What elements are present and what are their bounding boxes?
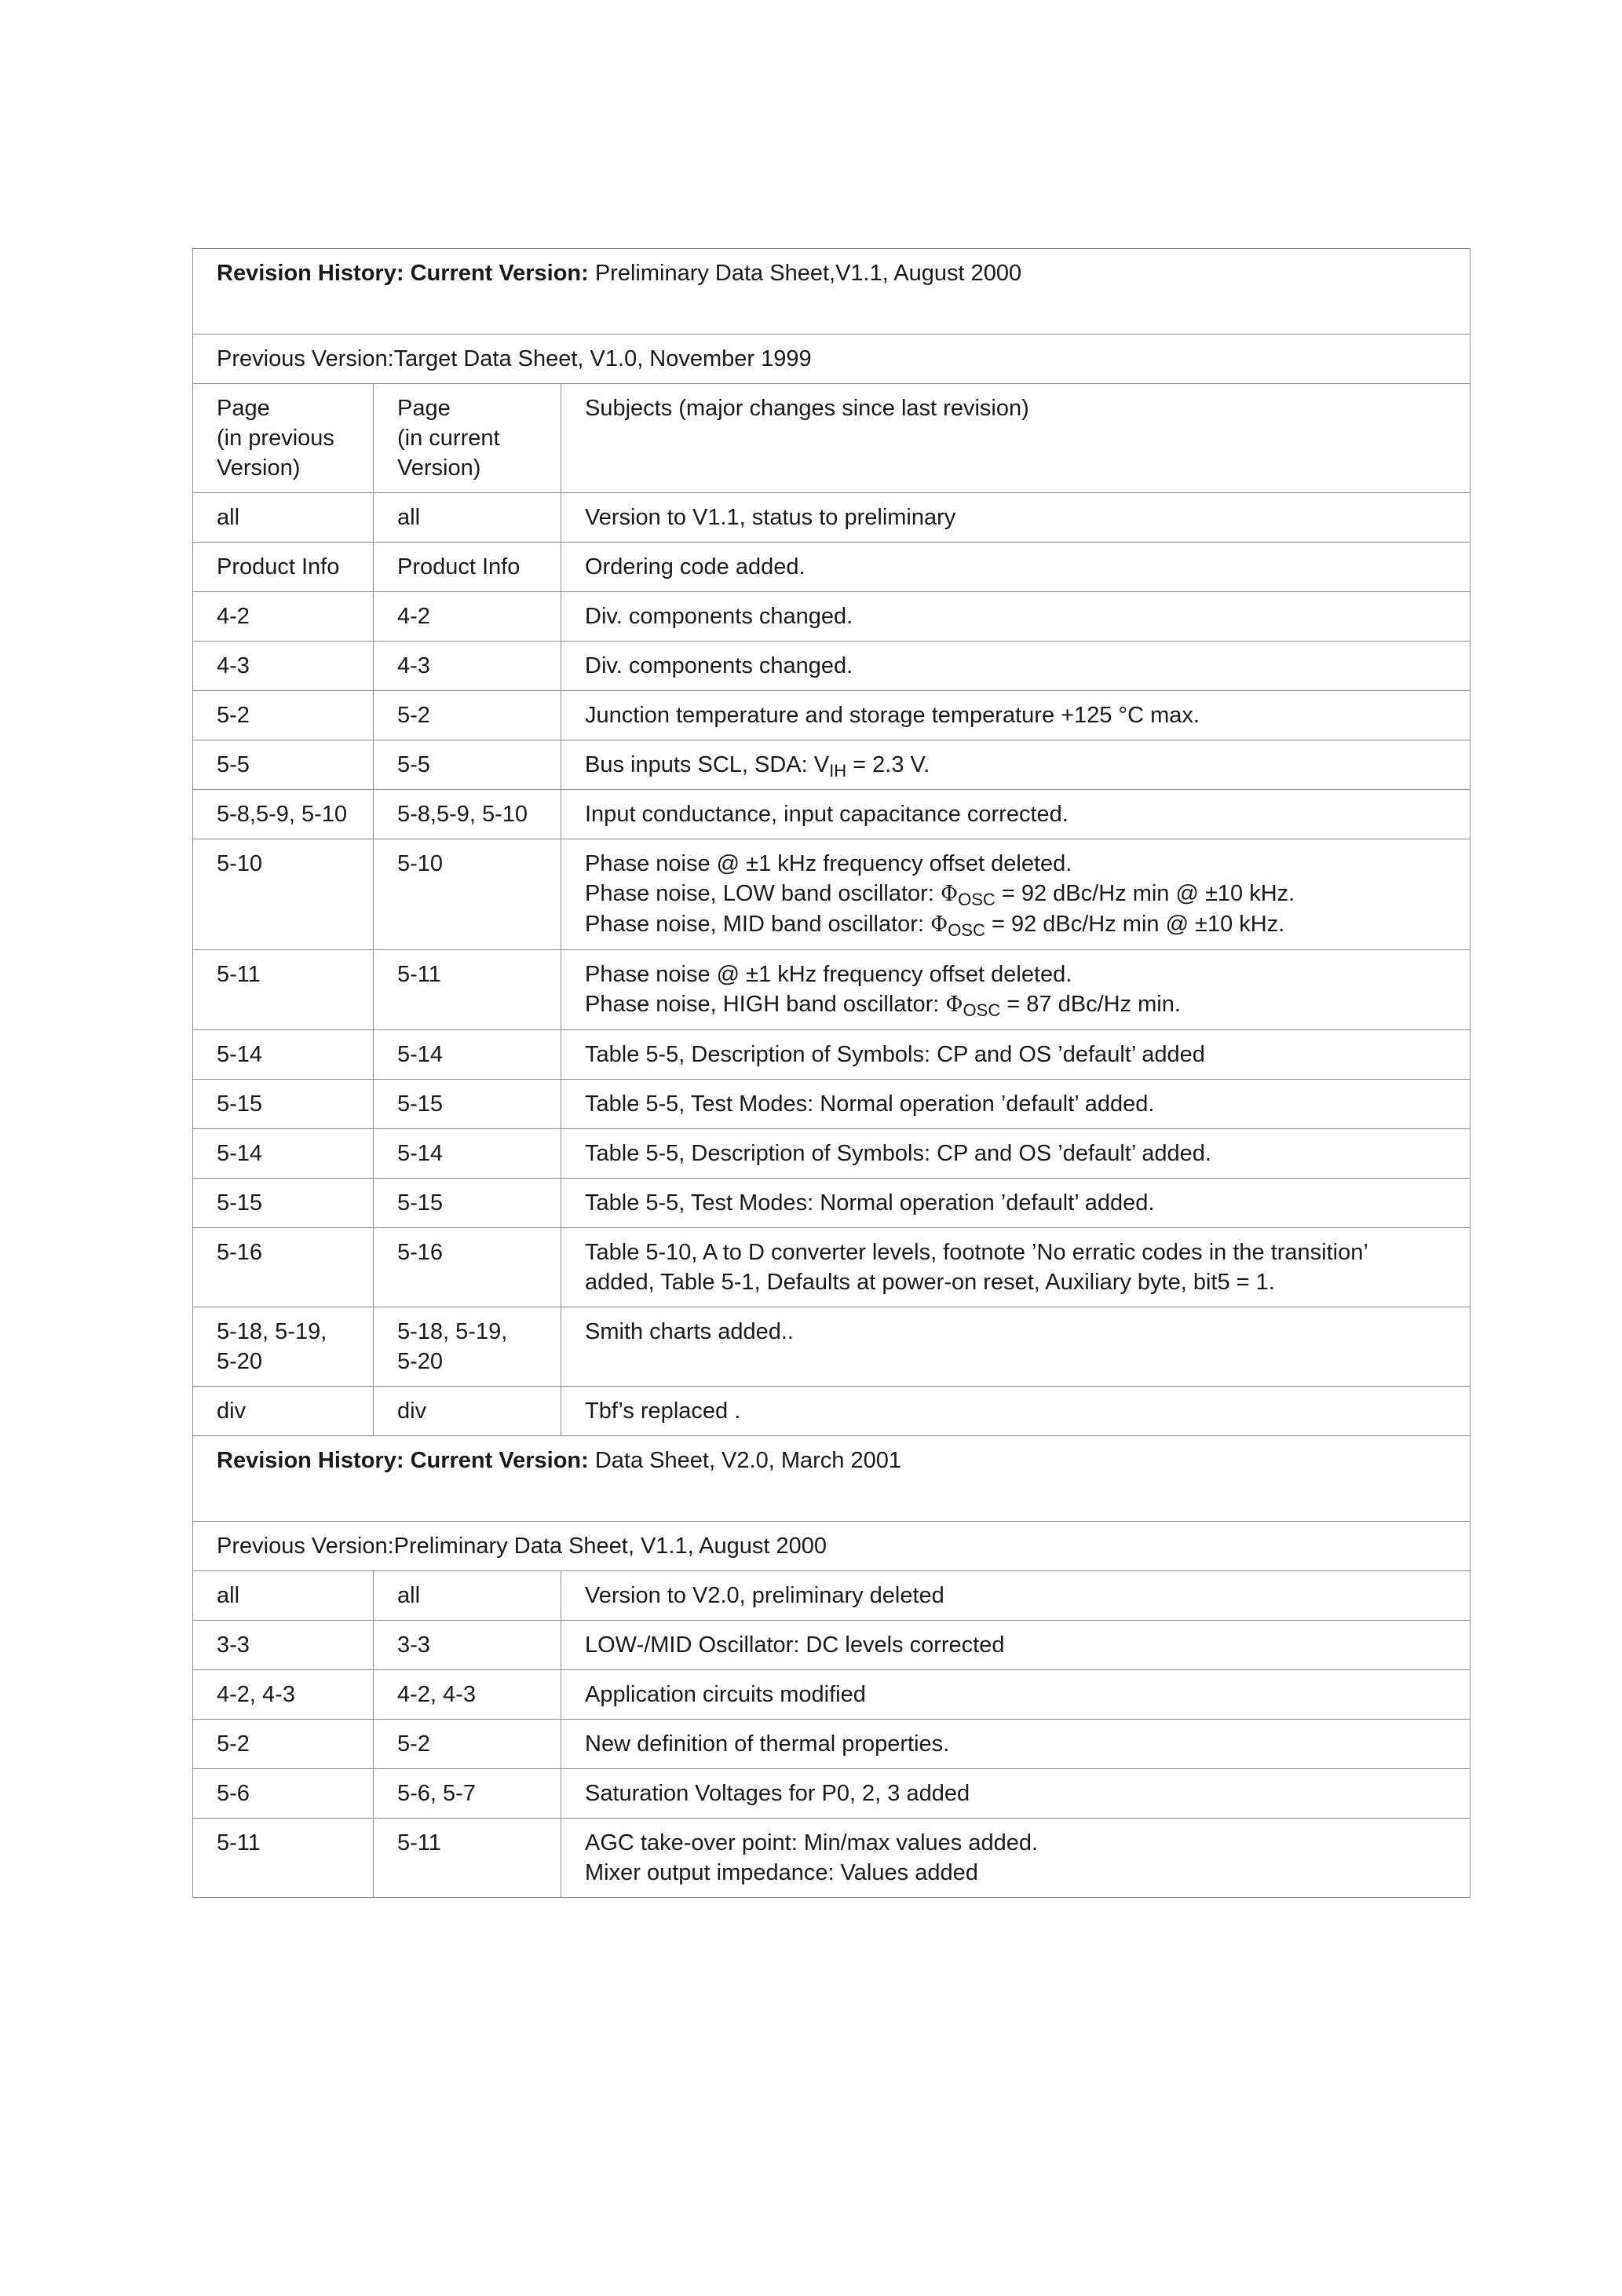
page-previous-cell: [193, 1307, 374, 1387]
page-previous-cell: 5-2: [193, 1720, 374, 1769]
page-current-cell: 5-2: [374, 691, 561, 740]
text-part: = 2.3 V.: [846, 752, 930, 777]
subscript: IH: [829, 761, 847, 781]
subject-cell: [561, 790, 1470, 839]
page-current-cell: 5-2: [374, 1720, 561, 1769]
cell-line: Version to V2.0, preliminary deleted: [585, 1583, 944, 1608]
page-current-cell: all: [374, 493, 561, 543]
cell-line: Input conductance, input capacitance corrected.: [585, 802, 1069, 827]
page-current-cell: 5-11: [374, 950, 561, 1030]
subject-cell: [561, 592, 1470, 642]
revision-title-cell: [193, 249, 1470, 335]
cell-line: added, Table 5-1, Defaults at power-on reset, Auxiliary byte, bit5 = 1.: [585, 1270, 1275, 1295]
revision-row: [193, 1670, 1470, 1720]
subject-cell: [561, 1819, 1470, 1898]
revision-history-label: Revision History:: [217, 1448, 404, 1473]
revision-row: [193, 1179, 1470, 1228]
revision-row: [193, 642, 1470, 691]
subject-cell: [561, 1769, 1470, 1819]
text-part: Phase noise, HIGH band oscillator:: [585, 992, 946, 1017]
cell-line: LOW-/MID Oscillator: DC levels corrected: [585, 1632, 1005, 1658]
cell-line: Phase noise @ ±1 kHz frequency offset deleted.: [585, 851, 1072, 876]
subject-cell: [561, 1720, 1470, 1769]
page-current-cell: all: [374, 1571, 561, 1621]
revision-row: [193, 839, 1470, 950]
revision-row: [193, 1720, 1470, 1769]
revision-row: [193, 1571, 1470, 1621]
cell-line: [585, 879, 1456, 909]
phi-symbol: Φ: [940, 882, 959, 906]
revision-section-header: [193, 1436, 1470, 1522]
page-previous-cell: 4-2, 4-3: [193, 1670, 374, 1720]
cell-line: Version to V1.1, status to preliminary: [585, 505, 956, 530]
cell-line: (in previous: [217, 426, 334, 451]
page-previous-cell: div: [193, 1387, 374, 1436]
cell-line: Junction temperature and storage temperature +125 °C max.: [585, 703, 1200, 728]
page-previous-cell: 4-2: [193, 592, 374, 642]
revision-history-label: Revision History:: [217, 261, 404, 286]
page-previous-cell: 5-15: [193, 1080, 374, 1129]
page-current-cell: 5-5: [374, 740, 561, 790]
page-current-cell: Product Info: [374, 543, 561, 592]
page-current-cell: 5-8,5-9, 5-10: [374, 790, 561, 839]
page-previous-cell: all: [193, 493, 374, 543]
subject-cell: [561, 1670, 1470, 1720]
revision-history-table: [192, 248, 1470, 1898]
page-current-cell: 4-3: [374, 642, 561, 691]
subscript: OSC: [958, 890, 995, 909]
subject-cell: [561, 1080, 1470, 1129]
subject-cell: [561, 1228, 1470, 1307]
revision-row: [193, 493, 1470, 543]
phi-symbol: Φ: [930, 912, 948, 937]
page-current-cell: 5-6, 5-7: [374, 1769, 561, 1819]
current-version-label: Current Version:: [410, 261, 589, 286]
page-current-cell: 5-15: [374, 1080, 561, 1129]
previous-version-row: [193, 335, 1470, 384]
page-current-cell: div: [374, 1387, 561, 1436]
cell-line: Table 5-5, Test Modes: Normal operation ’default’ added.: [585, 1091, 1155, 1117]
page-current-cell: 5-15: [374, 1179, 561, 1228]
column-header-current-page: [374, 384, 561, 493]
cell-line: Page: [217, 396, 270, 421]
cell-line: Version): [397, 455, 481, 481]
cell-line: Div. components changed.: [585, 604, 853, 629]
page-previous-cell: 5-8,5-9, 5-10: [193, 790, 374, 839]
subscript: OSC: [948, 920, 985, 940]
cell-line: Table 5-5, Test Modes: Normal operation ’default’ added.: [585, 1190, 1155, 1216]
revision-history-body: [193, 249, 1470, 1898]
cell-line: 5-18, 5-19,: [397, 1319, 508, 1344]
text-part: Phase noise, MID band oscillator:: [585, 912, 931, 937]
cell-line: 5-18, 5-19,: [217, 1319, 327, 1344]
revision-row: [193, 1030, 1470, 1080]
subject-cell: [561, 1030, 1470, 1080]
cell-line: Smith charts added..: [585, 1319, 794, 1344]
subject-cell: [561, 1129, 1470, 1179]
page-current-cell: 5-14: [374, 1030, 561, 1080]
text-part: = 92 dBc/Hz min @ ±10 kHz.: [995, 881, 1295, 906]
revision-row: [193, 1387, 1470, 1436]
page-current-cell: 3-3: [374, 1621, 561, 1670]
subscript: OSC: [963, 1000, 1001, 1020]
revision-row: [193, 1228, 1470, 1307]
page-previous-cell: 5-11: [193, 950, 374, 1030]
page-current-cell: 4-2: [374, 592, 561, 642]
cell-line: Saturation Voltages for P0, 2, 3 added: [585, 1781, 970, 1806]
revision-row: [193, 950, 1470, 1030]
subject-cell: [561, 1571, 1470, 1621]
page-current-cell: 5-14: [374, 1129, 561, 1179]
text-part: = 92 dBc/Hz min @ ±10 kHz.: [985, 912, 1285, 937]
revision-row: [193, 592, 1470, 642]
page-previous-cell: 5-14: [193, 1129, 374, 1179]
revision-row: [193, 1080, 1470, 1129]
subject-cell: [561, 1307, 1470, 1387]
page-previous-cell: 5-10: [193, 839, 374, 950]
page-current-cell: 5-16: [374, 1228, 561, 1307]
page-previous-cell: 5-14: [193, 1030, 374, 1080]
revision-row: [193, 543, 1470, 592]
subject-cell: [561, 1179, 1470, 1228]
page-previous-cell: 5-6: [193, 1769, 374, 1819]
cell-line: [585, 909, 1456, 940]
page-previous-cell: 5-16: [193, 1228, 374, 1307]
cell-line: Table 5-5, Description of Symbols: CP and OS ’default’ added: [585, 1042, 1205, 1067]
current-version-value: Data Sheet, V2.0, March 2001: [594, 1448, 901, 1473]
cell-line: Table 5-10, A to D converter levels, footnote ’No erratic codes in the transition’: [585, 1240, 1368, 1265]
subject-cell: [561, 740, 1470, 790]
page-previous-cell: 5-11: [193, 1819, 374, 1898]
subject-cell: [561, 691, 1470, 740]
cell-line: Tbf’s replaced .: [585, 1398, 741, 1424]
subject-cell: [561, 950, 1470, 1030]
cell-line: New definition of thermal properties.: [585, 1731, 950, 1757]
subject-cell: [561, 839, 1470, 950]
page-previous-cell: 4-3: [193, 642, 374, 691]
cell-line: Application circuits modified: [585, 1682, 866, 1707]
revision-row: [193, 1307, 1470, 1387]
page-current-cell: 4-2, 4-3: [374, 1670, 561, 1720]
page-previous-cell: 5-2: [193, 691, 374, 740]
revision-row: [193, 1129, 1470, 1179]
column-header-previous-page: [193, 384, 374, 493]
revision-row: [193, 1621, 1470, 1670]
subject-cell: [561, 642, 1470, 691]
page-current-cell: 5-11: [374, 1819, 561, 1898]
revision-title-cell: [193, 1436, 1470, 1522]
previous-version-row: [193, 1522, 1470, 1571]
page-current-cell: 5-10: [374, 839, 561, 950]
subject-cell: [561, 493, 1470, 543]
page-previous-cell: Product Info: [193, 543, 374, 592]
subject-cell: [561, 1621, 1470, 1670]
cell-line: [585, 989, 1456, 1020]
page-current-cell: [374, 1307, 561, 1387]
text-part: = 87 dBc/Hz min.: [1000, 992, 1181, 1017]
cell-line: Mixer output impedance: Values added: [585, 1860, 978, 1885]
cell-line: Div. components changed.: [585, 653, 853, 678]
revision-row: [193, 1769, 1470, 1819]
cell-line: Ordering code added.: [585, 554, 806, 579]
cell-line: Version): [217, 455, 301, 481]
cell-line: AGC take-over point: Min/max values added.: [585, 1830, 1039, 1855]
cell-line: Phase noise @ ±1 kHz frequency offset deleted.: [585, 962, 1072, 987]
text-part: Bus inputs SCL, SDA: V: [585, 752, 830, 777]
cell-line: Table 5-5, Description of Symbols: CP and OS ’default’ added.: [585, 1141, 1211, 1166]
cell-line: 5-20: [217, 1349, 263, 1374]
previous-version-cell: Previous Version:Target Data Sheet, V1.0, November 1999: [193, 335, 1470, 384]
current-version-value: Preliminary Data Sheet,V1.1, August 2000: [594, 261, 1022, 286]
current-version-label: Current Version:: [410, 1448, 589, 1473]
cell-line: 5-20: [397, 1349, 444, 1374]
revision-section-header: [193, 249, 1470, 335]
cell-line: (in current: [397, 426, 500, 451]
phi-symbol: Φ: [945, 993, 963, 1017]
page-previous-cell: all: [193, 1571, 374, 1621]
revision-row: [193, 1819, 1470, 1898]
page-previous-cell: 5-5: [193, 740, 374, 790]
revision-row: [193, 790, 1470, 839]
subject-cell: [561, 543, 1470, 592]
page-previous-cell: 3-3: [193, 1621, 374, 1670]
page-previous-cell: 5-15: [193, 1179, 374, 1228]
cell-line: [585, 750, 1456, 780]
column-header-row: [193, 384, 1470, 493]
text-part: Phase noise, LOW band oscillator:: [585, 881, 941, 906]
revision-row: [193, 740, 1470, 790]
previous-version-cell: Previous Version:Preliminary Data Sheet, V1.1, August 2000: [193, 1522, 1470, 1571]
revision-row: [193, 691, 1470, 740]
subject-cell: [561, 1387, 1470, 1436]
column-header-subjects: Subjects (major changes since last revision): [561, 384, 1470, 493]
cell-line: Page: [397, 396, 451, 421]
